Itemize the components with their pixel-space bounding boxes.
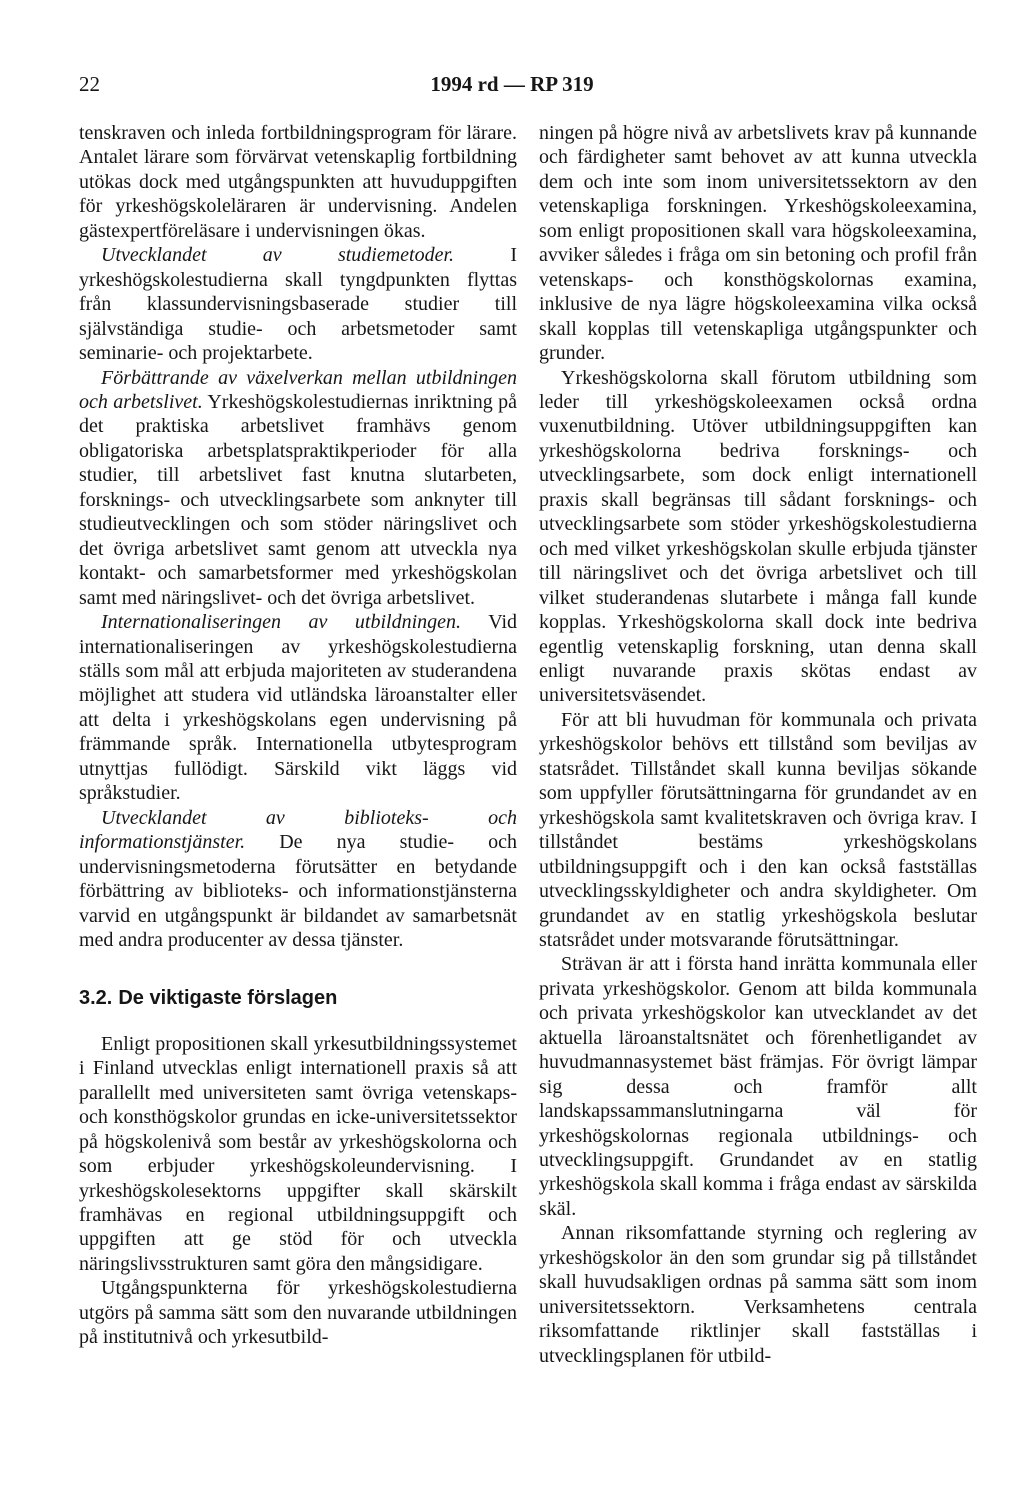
left-paragraph-3 [79, 366, 517, 611]
right-paragraph-4: Strävan är att i första hand inrätta kommunala eller privata yrkeshögskolor. Genom att bilda kommunala och privata yrkeshögskolor kan utvecklandet av det aktuella läroanstaltsnätet och förenhetligandet av huvudmannasystemet bäst främjas. För övrigt lämpar sig dessa och framför allt landskapssammanslutningarna väl för yrkeshögskolornas regionala utbildnings- och utvecklingsuppgift. Grundandet av en statlig yrkeshögskola skall komma i fråga endast av särskilda skäl. [539, 953, 977, 1220]
left-paragraph-4 [79, 610, 517, 806]
paragraph-text: Vid internationaliseringen av yrkeshögskolestudierna ställs som mål att erbjuda majoriteten av studerandena möjlighet att studera vid utländska läroanstalter eller att delta i yrkeshögskolans egen undervisning på främmande språk. Internationella utbytesprogram utnyttjas fullödigt. Särskild vikt läggs vid språkstudier. [79, 611, 517, 805]
paragraph-text: Yrkeshögskolestudiernas inriktning på det praktiska arbetslivet framhävs genom obligatoriska arbetsplatspraktikperioder för alla studier, till arbetslivet fast knutna slutarbeten, forsknings- och utvecklingsarbete som anknyter till studieutvecklingen och som stöder näringslivet och det övriga arbetslivet samt genom att utveckla nya kontakt- och samarbetsformer med yrkeshögskolan samt med näringslivet- och det övriga arbetslivet. [79, 390, 517, 609]
subheading-biblioteks: Utvecklandet av biblioteks- och informationstjänster. [79, 806, 517, 854]
section-title: De viktigaste förslagen [118, 987, 338, 1010]
right-column [539, 121, 977, 1368]
subheading-internationalisering: Internationaliseringen av utbildningen. [101, 611, 462, 634]
right-paragraph-5: Annan riksomfattande styrning och reglering av yrkeshögskolor än den som grundar sig på tillståndet skall huvudsakligen ordnas på samma sätt som inom universitetssektorn. Verksamhetens centrala riksomfattande riktlinjer skall fastställas i utvecklingsplanen för utbild- [539, 1222, 977, 1367]
left-paragraph-6: Enligt propositionen skall yrkesutbildningssystemet i Finland utvecklas enligt internationell praxis så att parallellt med universiteten samt övriga vetenskaps- och konsthögskolor grundas en icke-universitetssektor på högskolenivå som består av yrkeshögskolorna och som erbjuder yrkeshögskoleundervisning. I yrkeshögskolesektorns uppgifter skall skärskilt framhävas en regional utbildningsuppgift och uppgiften att ge stöd för och utveckla näringslivsstrukturen samt göra den mångsidigare. [79, 1032, 517, 1275]
left-paragraph-2 [79, 243, 517, 365]
paragraph-text: I yrkeshögskolestudierna skall tyngdpunkten flyttas från klassundervisningsbaserade studier till självständiga studie- och arbetsmetoder samt seminarie- och projektarbete. [79, 244, 517, 365]
left-paragraph-5 [79, 806, 517, 953]
right-paragraph-1: ningen på högre nivå av arbetslivets krav på kunnande och färdigheter samt behovet av att kunna utveckla dem och inte som inom universitetssektorn av den vetenskapliga forskningen. Yrkeshögskoleexamina, som enligt propositionen skall vara högskoleexamina, avviker således i fråga om sin betoning och profil från vetenskaps- och konsthögskolornas examina, inklusive de nya lägre högskoleexamina vilka också skall kopplas till vetenskapliga utgångspunkter och grunder. [539, 122, 977, 365]
section-number: 3.2. [79, 987, 113, 1010]
right-paragraph-2: Yrkeshögskolorna skall förutom utbildning som leder till yrkeshögskoleexamen också ordna vuxenutbildning. Utöver utbildningsuppgiften kan yrkeshögskolorna bedriva forsknings- och utvecklingsarbete, som dock enligt internationell praxis skall begränsas till sådant forsknings- och utvecklingsarbete som stöder yrkeshögskolestudierna och med vilket yrkeshögskolan skulle erbjuda tjänster till näringslivet och det övriga arbetslivet och till vilket studerandenas slutarbete i många fall kunde kopplas. Yrkeshögskolorna skall dock inte bedriva egentlig vetenskaplig forskning, utan denna skall enligt nuvarande praxis skötas endast av universitetsväsendet. [539, 366, 977, 707]
right-paragraph-3: För att bli huvudman för kommunala och privata yrkeshögskolor behövs ett tillstånd som beviljas av statsrådet. Tillståndet skall kunna beviljas sökande som uppfyller förutsättningarna för grundandet av en yrkeshögskola samt kvalitetskraven och övriga krav. I tillståndet bestäms yrkeshögskolans utbildningsuppgift och i den kan också fastställas utvecklingsskyldigheter och andra skyldigheter. Om grundandet av en statlig yrkeshögskola beslutar statsrådet under motsvarande förutsättningar. [539, 708, 977, 951]
left-column [79, 121, 517, 1350]
left-paragraph-7: Utgångspunkterna för yrkeshögskolestudierna utgörs på samma sätt som den nuvarande utbildningen på institutnivå och yrkesutbild- [79, 1277, 517, 1349]
running-title: 1994 rd — RP 319 [430, 72, 594, 96]
paragraph-text: De nya studie- och undervisningsmetoderna förutsätter en betydande förbättring av biblioteks- och informationstjänsterna varvid en utgångspunkt är bildandet av samarbetsnät med andra producenter av dessa tjänster. [79, 831, 517, 951]
page-number: 22 [79, 72, 100, 96]
subheading-studiemetoder: Utvecklandet av studiemetoder. [101, 244, 455, 267]
left-paragraph-1: tenskraven och inleda fortbildningsprogram för lärare. Antalet lärare som förvärvat vetenskaplig fortbildning utökas dock med utgångspunkten att huvuduppgiften för yrkeshögskoleläraren är undervisning. Andelen gästexpertföreläsare i undervisningen ökas. [79, 122, 517, 242]
subheading-vaxelverkan: Förbättrande av växelverkan mellan utbildningen och arbetslivet. [79, 366, 517, 413]
page-header [0, 72, 1024, 102]
section-heading [79, 986, 517, 1010]
